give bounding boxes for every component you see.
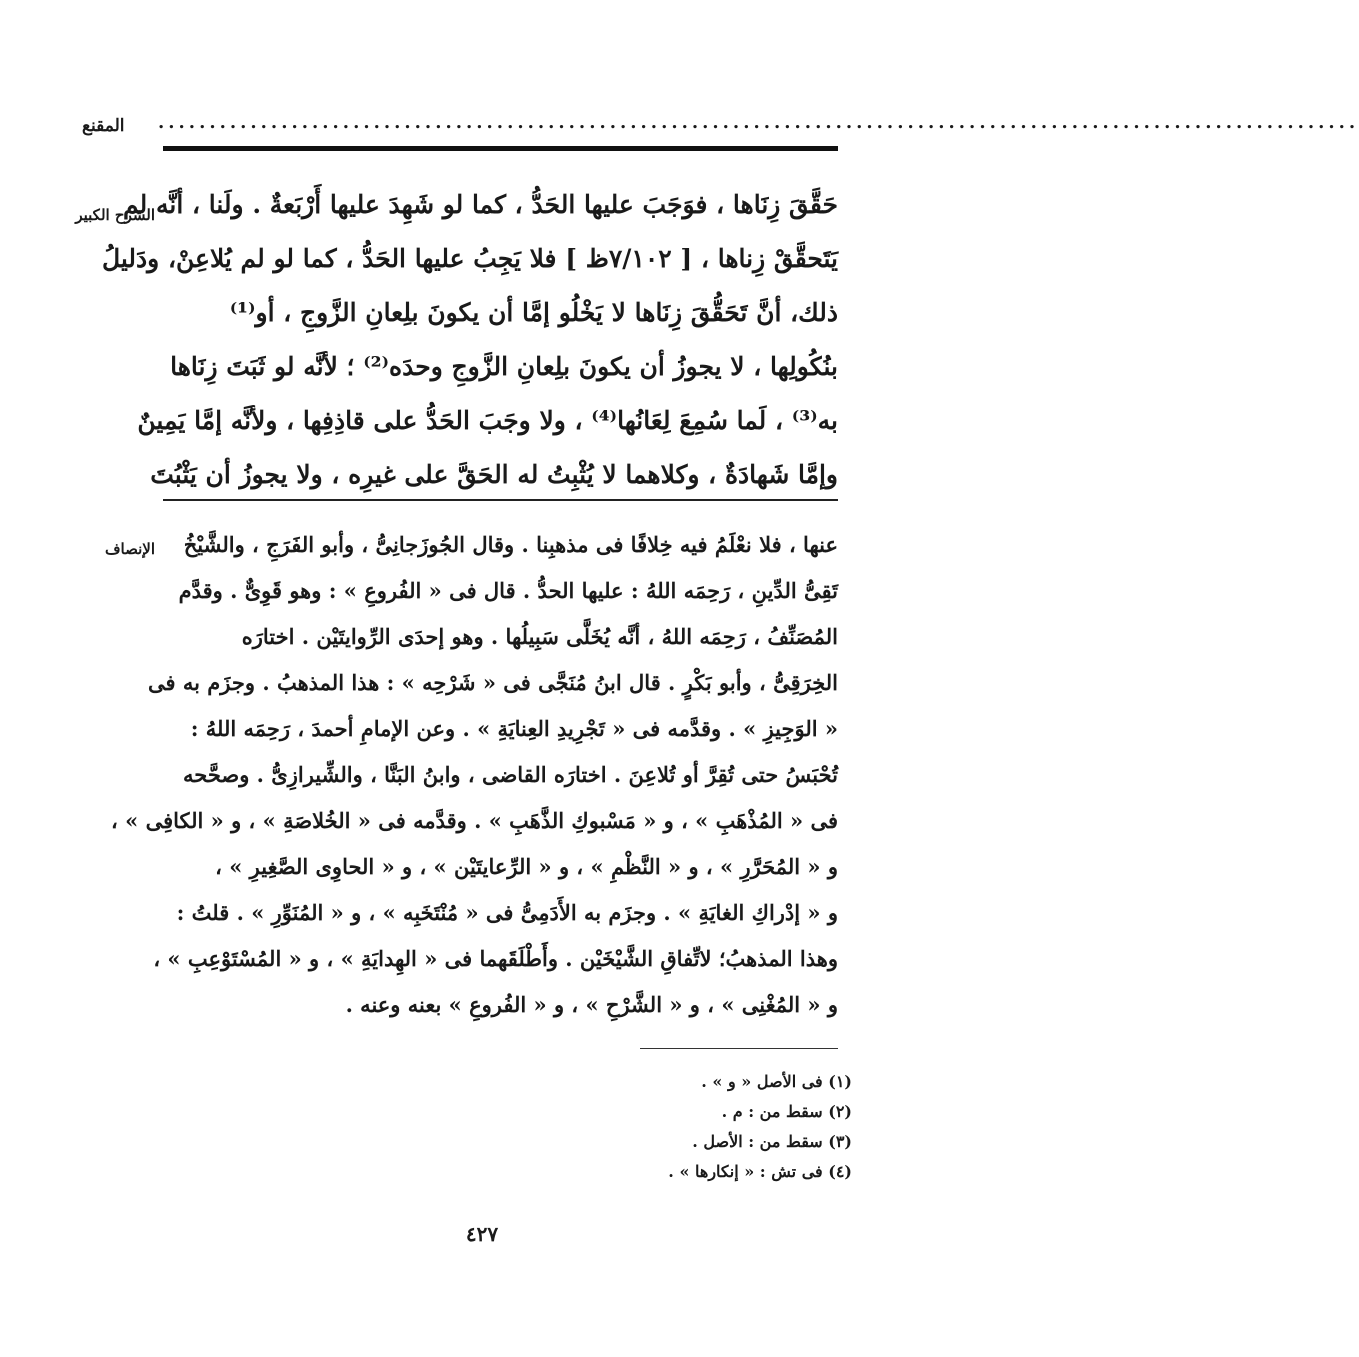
insaf-line: و « المُحَرَّرِ » ، و « النَّظْمِ » ، و « الرِّعايتَيْن » ، و « الحاوِى الصَّغِيرِ » ،: [215, 854, 838, 879]
insaf-line: « الوَجِيزِ » . وقدَّمه فى « تَجْرِيدِ العِنايَةِ » . وعن الإمامِ أحمدَ ، رَحِمَه اللهُ :: [190, 716, 838, 741]
insaf-line: فى « المُذْهَبِ » ، و « مَسْبوكِ الذَّهَبِ » . وقدَّمه فى « الخُلاصَةِ » ، و « الكافِى » ،: [111, 808, 838, 833]
insaf-line: و « المُغْنِى » ، و « الشَّرْحِ » ، و « الفُروعِ » بعنه وعنه .: [345, 992, 838, 1017]
footnote: (١) فى الأصل « و » .: [701, 1072, 852, 1091]
insaf-line: وهذا المذهبُ؛ لاتِّفاقِ الشَّيْخَيْن . وأَطْلَقَهما فى « الهِدايَةِ » ، و « المُسْتَوْعِبِ » ،: [153, 946, 838, 971]
running-header-title: المقنع: [82, 116, 125, 136]
footnote-rule: [640, 1048, 838, 1049]
header-rule: [163, 146, 838, 151]
insaf-line: تُحْبَسُ حتى تُقِرَّ أو تُلاعِنَ . اختارَه القاضى ، وابنُ البَنَّا ، والشِّيرازِىُّ . وصحَّحه: [183, 762, 838, 787]
sharh-line: حَقَّقَ زِنَاها ، فوَجَبَ عليها الحَدُّ ، كما لو شَهِدَ عليها أَرْبَعةٌ . ولَنا ، أنَّه لم: [123, 190, 838, 219]
footnote: (٣) سقط من : الأصل .: [692, 1132, 852, 1151]
footnote: (٢) سقط من : م .: [721, 1102, 852, 1121]
footnote: (٤) فى تش : « إنكارها » .: [668, 1162, 852, 1181]
insaf-line: عنها ، فلا نعْلَمُ فيه خِلافًا فى مذهبِنا . وقال الجُوزَجانِىُّ ، وأبو الفَرَجِ ، والشَّيْخُ: [183, 532, 838, 557]
footnotes: [500, 1067, 852, 1187]
insaf-line: المُصَنِّفُ ، رَحِمَه اللهُ ، أنَّه يُخَلَّى سَبِيلُها . وهو إحدَى الرِّوايتَيْن . اختارَه: [241, 624, 838, 649]
section-divider: [163, 499, 838, 501]
side-label-sharh: الشرح الكبير: [75, 206, 155, 224]
insaf-line: الخِرَقِىُّ ، وأبو بَكْرٍ . قال ابنُ مُنَجَّى فى « شَرْحِه » : هذا المذهبُ . وجزَم به فى: [148, 670, 838, 695]
sharh-line: وإمَّا شَهادَةٌ ، وكلاهما لا يُثْبِتُ له الحَقَّ على غيرِه ، ولا يجوزُ أن يَثْبُتَ: [150, 460, 838, 489]
sharh-line: به⁽³⁾ ، لَما سُمِعَ لِعَانُها⁽⁴⁾ ، ولا وجَبَ الحَدُّ على قاذِفِها ، ولأنَّه إمَّا يَمِينٌ: [137, 406, 838, 435]
sharh-line: ذلك، أنَّ تَحَقُّقَ زِنَاها لا يَخْلُو إمَّا أن يكونَ بلِعانِ الزَّوجِ ، أو⁽¹⁾: [229, 298, 838, 327]
side-label-insaf: الإنصاف: [104, 540, 155, 558]
insaf-line: و « إدْراكِ الغايَةِ » . وجزَم به الأَدَمِىُّ فى « مُنْتَخَبِه » ، و « المُنَوِّرِ » . قلتُ :: [176, 900, 838, 925]
insaf-line: تَقِىُّ الدِّينِ ، رَحِمَه اللهُ : عليها الحدُّ . قال فى « الفُروعِ » : وهو قَوِىٌّ . وقدَّم: [178, 578, 838, 603]
header-dot-leader: .....................................................................................................................: [158, 112, 1359, 133]
sharh-line: بنُكُولِها ، لا يجوزُ أن يكونَ بلِعانِ الزَّوجِ وحدَه⁽²⁾ ؛ لأنَّه لو ثَبَتَ زِنَاها: [170, 352, 838, 381]
sharh-line: يَتَحقَّقْ زِناها ، [ ٧/١٠٢ظ ] فلا يَجِبُ عليها الحَدُّ ، كما لو لم يُلاعِنْ، ودَليلُ: [101, 244, 838, 273]
page-number: ٤٢٧: [465, 1222, 499, 1246]
